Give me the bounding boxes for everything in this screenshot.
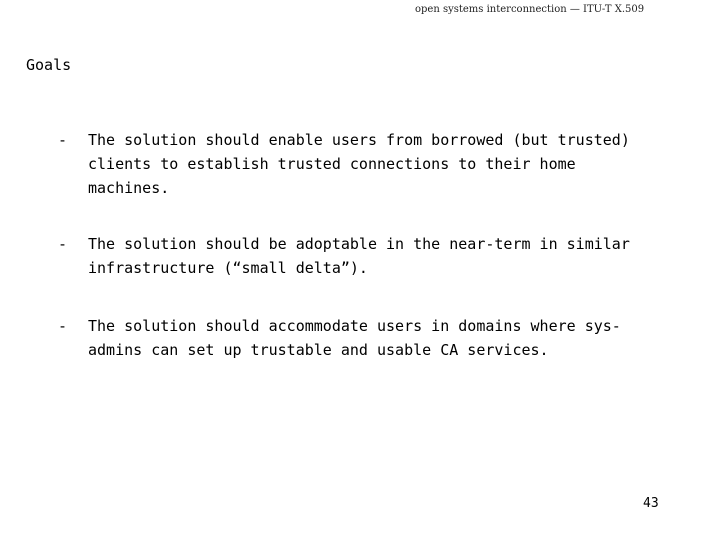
bullet-item bbox=[58, 128, 658, 200]
bullet-text: The solution should enable users from borrowed (but trusted) clients to establish trusted connections to their home machines. bbox=[88, 131, 630, 197]
bullet-text: The solution should be adoptable in the near-term in similar infrastructure (“small delta”). bbox=[88, 235, 630, 277]
slide-title: Goals bbox=[26, 56, 72, 74]
slide-header: open systems interconnection — ITU-T X.509 bbox=[415, 4, 645, 15]
bullet-list bbox=[58, 128, 658, 394]
bullet-text: The solution should accommodate users in domains where sys-admins can set up trustable and usable CA services. bbox=[88, 317, 621, 359]
bullet-dash: - bbox=[58, 235, 68, 253]
page-number: 43 bbox=[643, 496, 659, 511]
bullet-dash: - bbox=[58, 317, 68, 335]
bullet-dash: - bbox=[58, 131, 68, 149]
bullet-item bbox=[58, 314, 658, 362]
bullet-item bbox=[58, 232, 658, 280]
